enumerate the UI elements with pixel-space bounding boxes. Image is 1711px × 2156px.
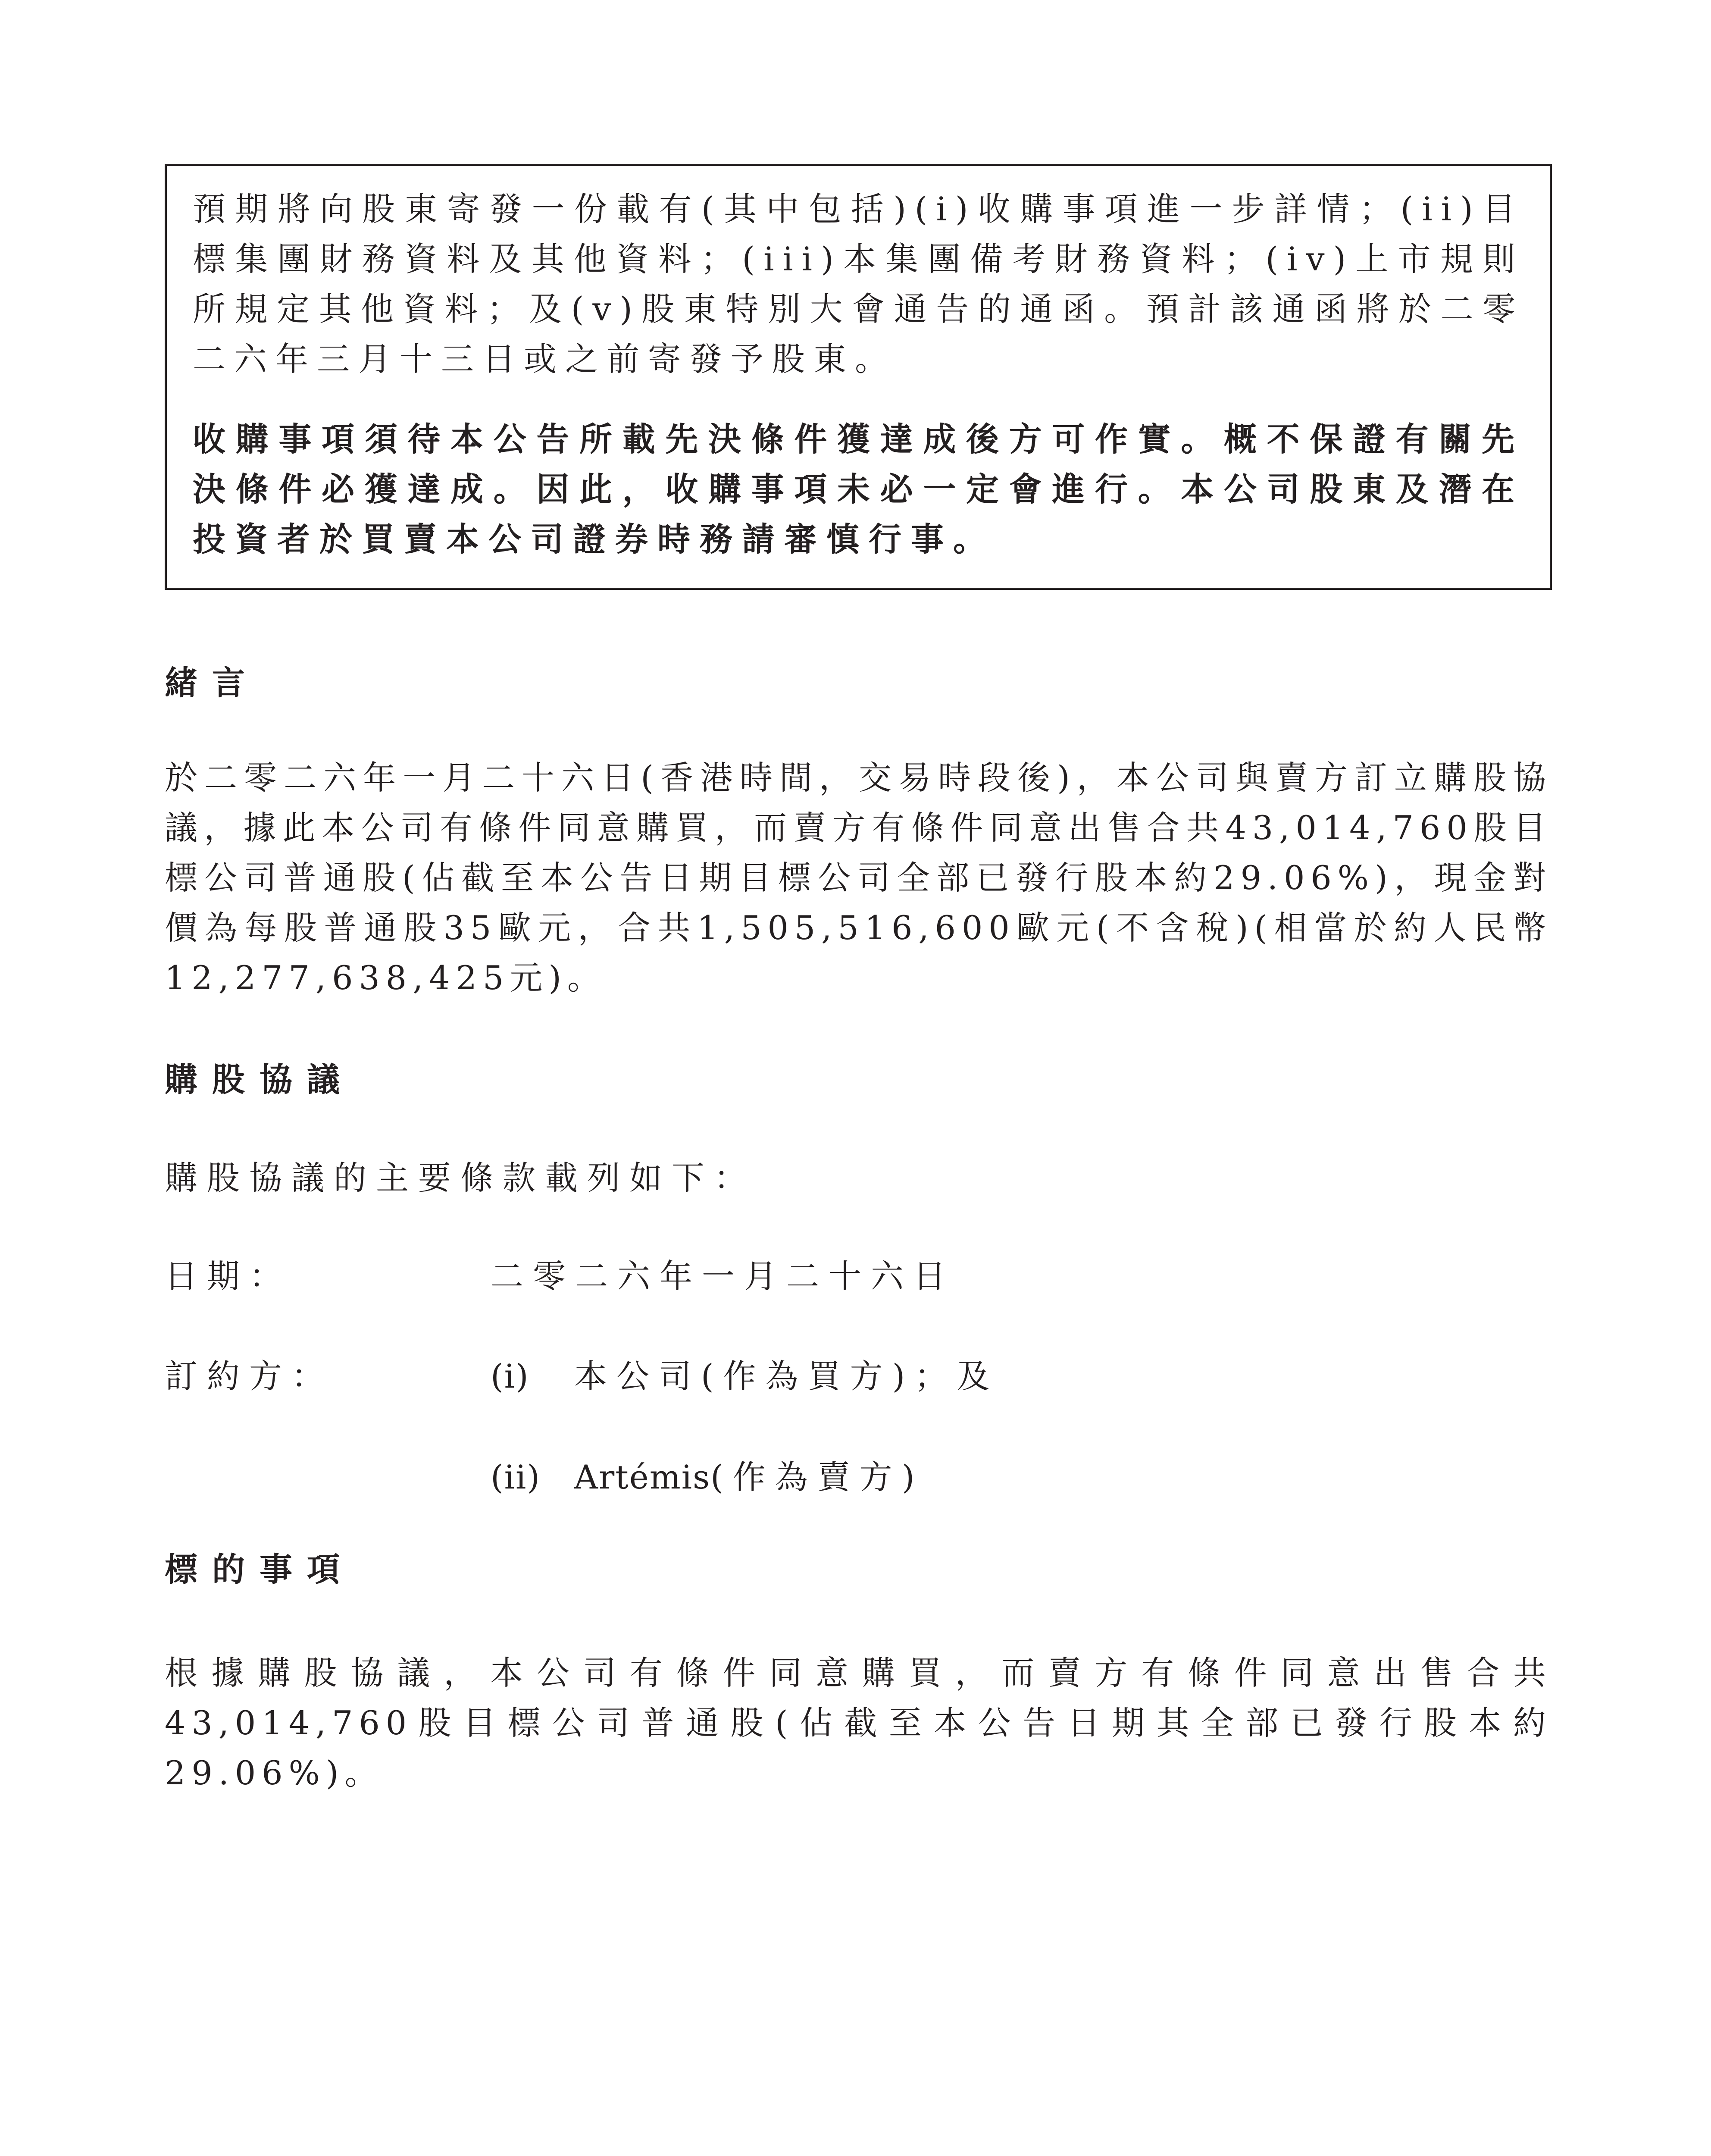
party-marker: (i): [491, 1357, 529, 1395]
introduction-paragraph: 於二零二六年一月二十六日(香港時間，交易時段後)，本公司與賣方訂立購股協議，據此本公司有條件同意購買，而賣方有條件同意出售合共43,014,760股目標公司普通股(佔截至本公告日期目標公司全部已發行股本約29.06%)，現金對價為每股普通股35歐元，合共1,505,516,600歐元(不含稅)(相當於約人民幣12,277,638,425元)。: [165, 758, 1552, 997]
party-marker: (ii): [491, 1458, 541, 1496]
circular-notice-box: [165, 164, 1552, 590]
caution-warning-paragraph: 收購事項須待本公告所載先決條件獲達成後方可作實。概不保證有關先決條件必獲達成。因此，收購事項未必一定會進行。本公司股東及潛在投資者於買賣本公司證券時務請審慎行事。: [193, 420, 1524, 558]
date-label: 日期：: [165, 1257, 291, 1295]
agreement-intro: 購股協議的主要條款載列如下：: [165, 1159, 756, 1197]
circular-notice-paragraph: 預期將向股東寄發一份載有(其中包括)(i)收購事項進一步詳情；(ii)目標集團財務資料及其他資料；(iii)本集團備考財務資料；(iv)上市規則所規定其他資料；及(v)股東特別大會通告的通函。預計該通函將於二零二六年三月十三日或之前寄發予股東。: [193, 190, 1524, 378]
parties-label: 訂約方：: [165, 1357, 334, 1395]
date-value: 二零二六年一月二十六日: [491, 1257, 955, 1295]
party-item: [574, 1355, 999, 1398]
subject-paragraph: 根據購股協議，本公司有條件同意購買，而賣方有條件同意出售合共43,014,760股目標公司普通股(佔截至本公告日期其全部已發行股本約29.06%)。: [165, 1654, 1552, 1792]
subject-heading: 標的事項: [165, 1550, 354, 1589]
party-role: (作為買方)；及: [701, 1357, 999, 1395]
introduction-heading: 緒言: [165, 664, 260, 702]
party-name: Artémis: [574, 1458, 711, 1496]
agreement-heading: 購股協議: [165, 1060, 354, 1099]
party-item: [574, 1456, 924, 1499]
party-name: 本公司: [574, 1357, 701, 1395]
party-role: (作為賣方): [710, 1458, 924, 1496]
